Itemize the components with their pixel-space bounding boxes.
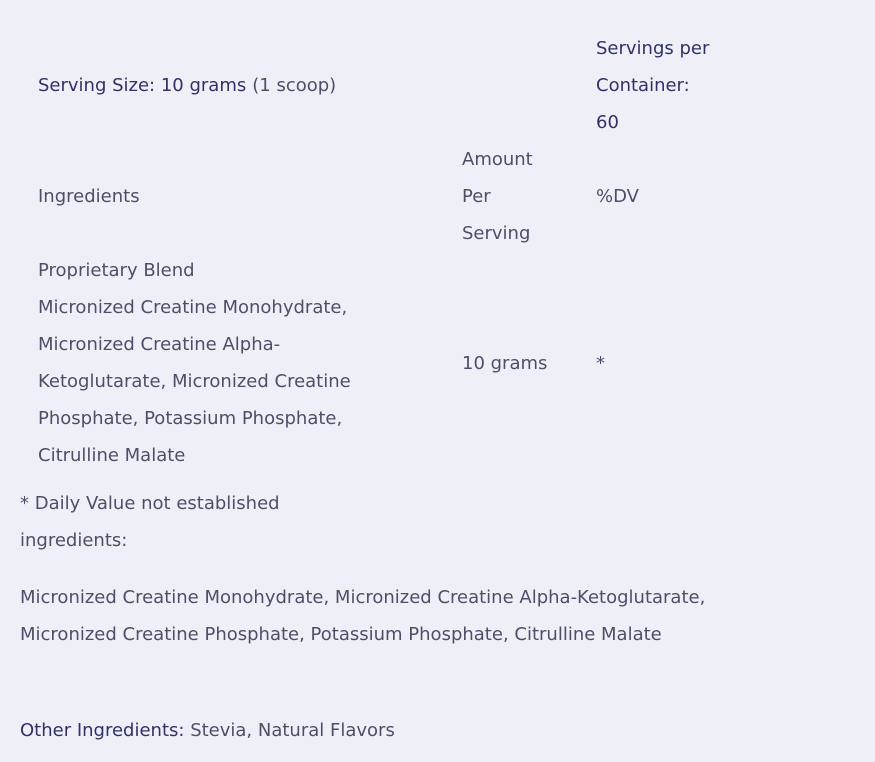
other-ingredients-value: Stevia, Natural Flavors: [184, 720, 395, 741]
proprietary-blend-name: Proprietary Blend: [38, 260, 195, 281]
serving-size-note: (1 scoop): [252, 75, 337, 96]
daily-value-text: * Daily Value not established: [20, 493, 280, 514]
dv-column-header: %DV: [596, 186, 639, 207]
serving-row: [20, 30, 776, 141]
ingredient-dv: *: [596, 352, 605, 374]
serving-size-label: Serving Size: 10 grams: [38, 75, 247, 96]
ingredients-column-header: Ingredients: [38, 186, 140, 207]
servings-per-container-cell: [596, 30, 776, 141]
ingredient-cell: [20, 252, 462, 474]
servings-per-container-value: 60: [596, 112, 619, 133]
daily-value-footnote: [20, 485, 340, 559]
ingredient-amount: 10 grams: [462, 352, 548, 374]
amount-per-serving-column-header: [462, 141, 596, 252]
ingredients-label: ingredients:: [20, 530, 128, 551]
amount-per-serving-label: Amount Per Serving: [462, 149, 533, 244]
serving-size-cell: [20, 30, 462, 141]
other-ingredients-label: Other Ingredients:: [20, 720, 185, 741]
empty-cell: [462, 30, 596, 141]
ingredients-text: Micronized Creatine Monohydrate, Micronized Creatine Alpha-Ketoglutarate, Micronized Creatine Phosphate, Potassium Phosphate, Citrulline Malate: [20, 587, 706, 645]
header-row: [20, 141, 776, 252]
other-ingredients: [20, 712, 395, 749]
ingredient-row: [20, 252, 776, 474]
proprietary-blend-details: Micronized Creatine Monohydrate, Micronized Creatine Alpha-Ketoglutarate, Micronized Creatine Phosphate, Potassium Phosphate, Citrulline Malate: [38, 297, 351, 466]
supplement-facts-table: [20, 30, 776, 474]
servings-per-container-label: Servings per Container:: [596, 38, 710, 96]
